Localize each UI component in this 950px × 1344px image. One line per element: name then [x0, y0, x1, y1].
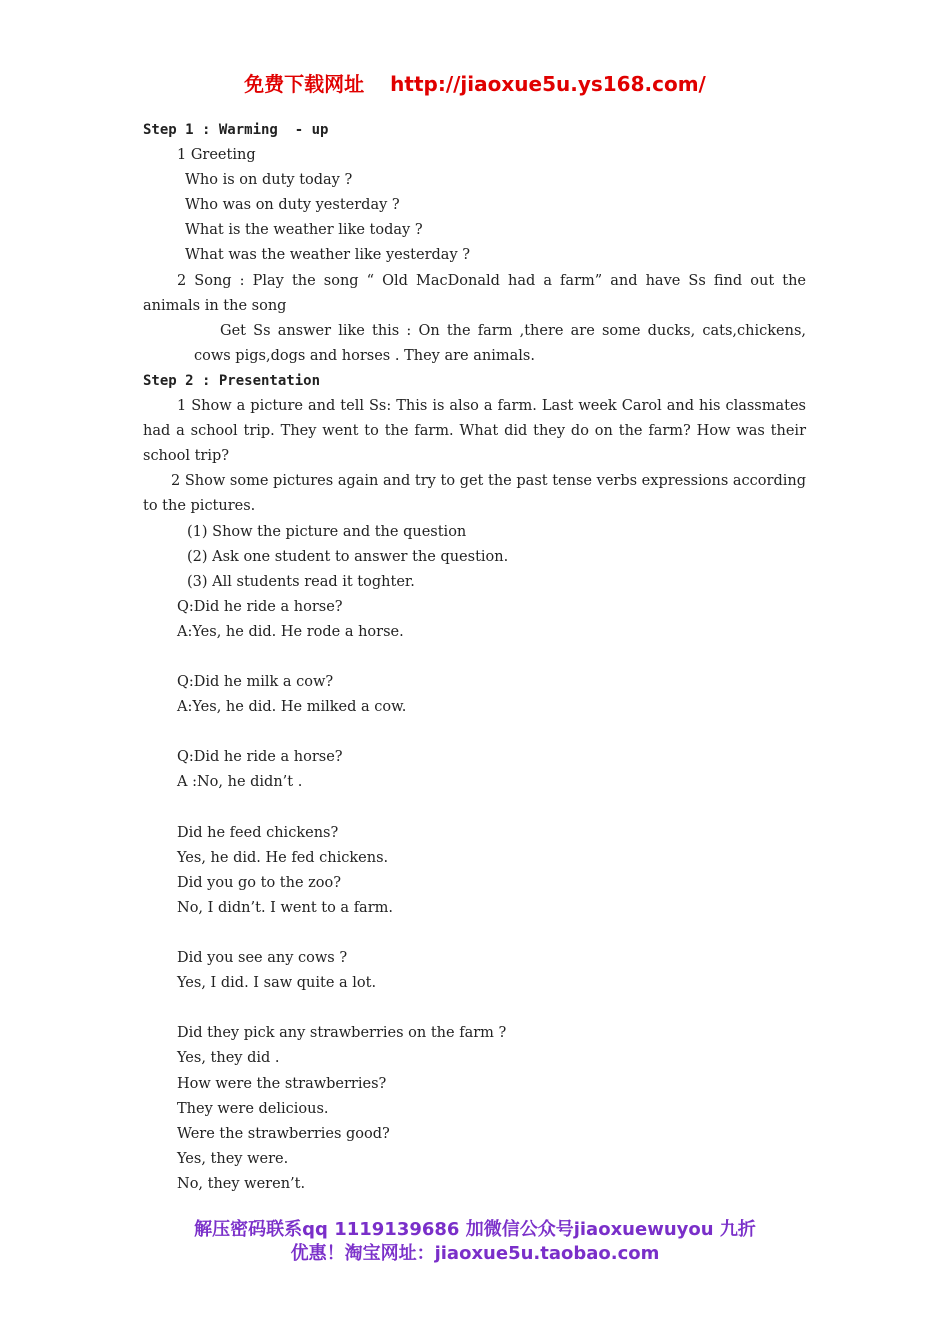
- song-activity: 2 Song : Play the song “ Old MacDonald had a farm” and have Ss find out the animals in the song: [143, 272, 806, 314]
- download-label: 免费下载网址: [244, 72, 365, 96]
- dialogue-line: A:Yes, he did. He milked a cow.: [177, 699, 407, 716]
- dialogue-line: How were the strawberries?: [177, 1075, 387, 1092]
- procedure-step: (3) All students read it toghter.: [187, 573, 415, 590]
- dialogue-line: Did you see any cows ?: [177, 950, 348, 967]
- greeting-question: What is the weather like today ?: [185, 222, 423, 239]
- dialogue-line: They were delicious.: [177, 1100, 329, 1117]
- dialogue-line: Yes, they were.: [177, 1150, 289, 1167]
- greeting-question: Who is on duty today ?: [185, 172, 353, 189]
- procedure-step: (2) Ask one student to answer the question.: [187, 548, 509, 565]
- dialogue-line: Yes, I did. I saw quite a lot.: [177, 975, 377, 992]
- step2-heading: Step 2 : Presentation: [143, 372, 321, 389]
- dialogue-line: No, they weren’t.: [177, 1175, 306, 1192]
- greeting-question: Who was on duty yesterday ?: [185, 197, 400, 214]
- dialogue-line: A :No, he didn’t .: [177, 774, 303, 791]
- dialogue-line: [177, 996, 806, 1021]
- dialogue-line: [177, 645, 806, 670]
- dialogue-line: Q:Did he milk a cow?: [177, 674, 334, 691]
- dialogue-line: Yes, he did. He fed chickens.: [177, 849, 389, 866]
- dialogue-line: Q:Did he ride a horse?: [177, 598, 343, 615]
- download-banner: [0, 68, 950, 97]
- lesson-content: [143, 118, 806, 1197]
- dialogue-line: Yes, they did .: [177, 1050, 280, 1067]
- contact-footer: [0, 1218, 950, 1266]
- greeting-item: 1 Greeting: [177, 147, 256, 164]
- footer-line-1: 解压密码联系qq 1119139686 加微信公众号jiaoxuewuyou 九折: [194, 1219, 756, 1240]
- dialogue-line: [177, 720, 806, 745]
- dialogue-line: No, I didn’t. I went to a farm.: [177, 899, 393, 916]
- procedure-step: (1) Show the picture and the question: [187, 523, 467, 540]
- dialogue-line: A:Yes, he did. He rode a horse.: [177, 623, 404, 640]
- step1-heading: Step 1 : Warming - up: [143, 122, 329, 138]
- footer-line-2[interactable]: 优惠！淘宝网址：jiaoxue5u.taobao.com: [290, 1243, 660, 1264]
- download-url-link[interactable]: http://jiaoxue5u.ys168.com/: [390, 72, 706, 96]
- song-answer: Get Ss answer like this : On the farm ,there are some ducks, cats,chickens, cows pigs,dogs and horses . They are animals.: [194, 322, 806, 364]
- dialogue-line: [177, 921, 806, 946]
- presentation-paragraph-2: 2 Show some pictures again and try to get the past tense verbs expressions according to the pictures.: [143, 473, 806, 515]
- presentation-paragraph-1: 1 Show a picture and tell Ss: This is also a farm. Last week Carol and his classmates had a school trip. They went to the farm. What did they do on the farm? How was their school trip?: [143, 398, 806, 465]
- dialogue-line: Did they pick any strawberries on the farm ?: [177, 1025, 507, 1042]
- dialogue-line: Q:Did he ride a horse?: [177, 749, 343, 766]
- dialogue-line: Did you go to the zoo?: [177, 874, 342, 891]
- dialogue-list: [143, 595, 806, 1197]
- dialogue-line: Did he feed chickens?: [177, 824, 339, 841]
- greeting-question: What was the weather like yesterday ?: [185, 247, 471, 264]
- dialogue-line: Were the strawberries good?: [177, 1125, 390, 1142]
- dialogue-line: [177, 796, 806, 821]
